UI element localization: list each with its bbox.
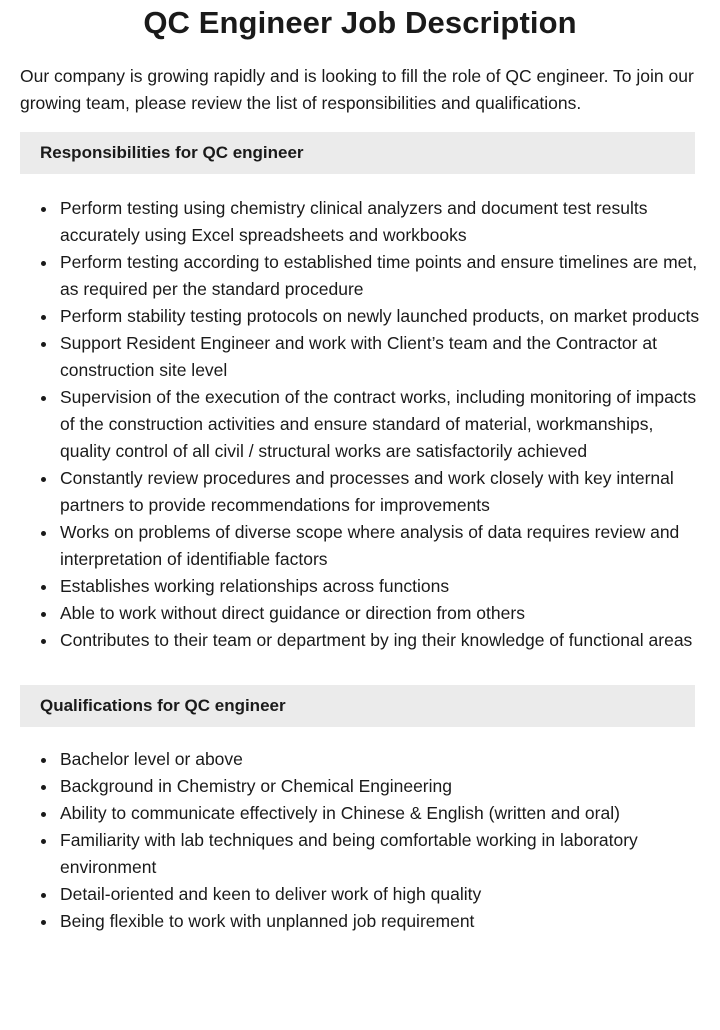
responsibilities-heading: Responsibilities for QC engineer: [20, 132, 695, 174]
qualifications-list: [20, 746, 700, 935]
qualification-item: Bachelor level or above: [60, 746, 700, 773]
responsibility-item: Support Resident Engineer and work with Client’s team and the Contractor at construction site level: [60, 330, 700, 384]
responsibility-item: Perform stability testing protocols on newly launched products, on market products: [60, 303, 700, 330]
responsibility-item: Perform testing using chemistry clinical analyzers and document test results accurately using Excel spreadsheets and workbooks: [60, 195, 700, 249]
qualification-item: Detail-oriented and keen to deliver work of high quality: [60, 881, 700, 908]
intro-paragraph: Our company is growing rapidly and is looking to fill the role of QC engineer. To join our growing team, please review the list of responsibilities and qualifications.: [20, 66, 694, 113]
qualification-item: Familiarity with lab techniques and being comfortable working in laboratory environment: [60, 827, 700, 881]
qualifications-heading: Qualifications for QC engineer: [20, 685, 695, 727]
responsibility-item: Establishes working relationships across functions: [60, 573, 700, 600]
responsibility-item: Constantly review procedures and processes and work closely with key internal partners to provide recommendations for improvements: [60, 465, 700, 519]
page-title: QC Engineer Job Description: [143, 5, 577, 40]
responsibility-item: Perform testing according to established time points and ensure timelines are met, as required per the standard procedure: [60, 249, 700, 303]
responsibility-item: Contributes to their team or department by ing their knowledge of functional areas: [60, 627, 700, 654]
responsibility-item: Able to work without direct guidance or direction from others: [60, 600, 700, 627]
qualification-item: Ability to communicate effectively in Chinese & English (written and oral): [60, 800, 700, 827]
responsibility-item: Supervision of the execution of the contract works, including monitoring of impacts of the construction activities and ensure standard of material, workmanships, quality control of all civil / structural works are satisfactorily achieved: [60, 384, 700, 465]
qualification-item: Background in Chemistry or Chemical Engineering: [60, 773, 700, 800]
responsibility-item: Works on problems of diverse scope where analysis of data requires review and interpretation of identifiable factors: [60, 519, 700, 573]
qualification-item: Being flexible to work with unplanned job requirement: [60, 908, 700, 935]
responsibilities-list: [20, 195, 700, 654]
